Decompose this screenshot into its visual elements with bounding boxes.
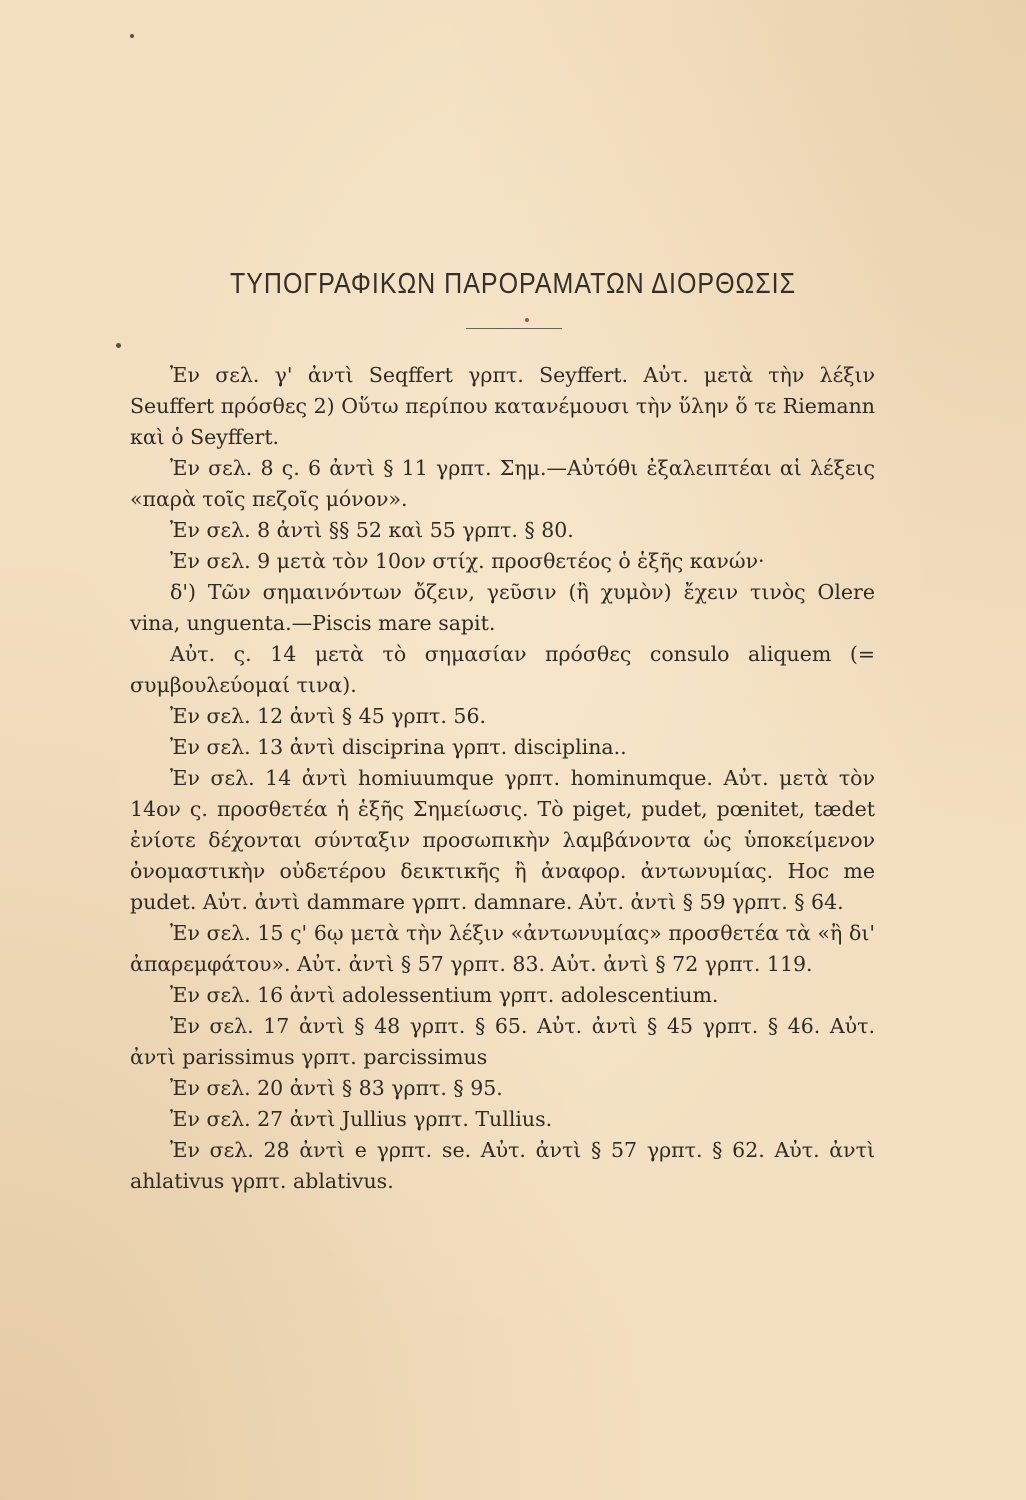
errata-entry: δ') Τῶν σημαινόντων ὄζειν, γεῦσιν (ἢ χυμὸν) ἔχειν τινὸς Olere vina, unguenta.—Piscis mare sapit. [130,580,875,635]
errata-entry: Ἐν σελ. 8 ς. 6 ἀντὶ § 11 γρπτ. Σημ.—Αὐτόθι ἐξαλειπτέαι αἱ λέξεις «παρὰ τοῖς πεζοῖς μόνον». [130,456,875,511]
heading-rule [466,328,562,329]
errata-entry: Ἐν σελ. 16 ἀντὶ adolessentium γρπτ. adolescentium. [170,983,719,1007]
page-heading: ΤΥΠΟΓΡΑΦΙΚΩΝ ΠΑΡΟΡΑΜΑΤΩΝ ΔΙΟΡΘΩΣΙΣ [229,267,797,301]
errata-entry: Ἐν σελ. 17 ἀντὶ § 48 γρπτ. § 65. Αὐτ. ἀντὶ § 45 γρπτ. § 46. Αὐτ. ἀντὶ parissimus γρπτ. parcissimus [130,1014,875,1069]
errata-entry: Αὐτ. ς. 14 μετὰ τὸ σημασίαν πρόσθες consulo aliquem (= συμβουλεύομαί τινα). [130,642,875,697]
errata-entry: Ἐν σελ. γ' ἀντὶ Seqffert γρπτ. Seyffert. Αὐτ. μετὰ τὴν λέξιν Seuffert πρόσθες 2) Οὕτω περίπου κατανέμουσι τὴν ὕλην ὅ τε Riemann καὶ ὁ Seyffert. [130,363,875,449]
errata-entry: Ἐν σελ. 13 ἀντὶ disciprina γρπτ. disciplina.. [170,735,627,759]
errata-entry: Ἐν σελ. 28 ἀντὶ e γρπτ. se. Αὐτ. ἀντὶ § 57 γρπτ. § 62. Αὐτ. ἀντὶ ahlativus γρπτ. ablativus. [130,1138,875,1193]
errata-list [130,360,875,1197]
errata-entry: Ἐν σελ. 9 μετὰ τὸν 10ον στίχ. προσθετέος ὁ ἑξῆς κανών· [170,549,765,573]
errata-entry: Ἐν σελ. 15 ς' 6ῳ μετὰ τὴν λέξιν «ἀντωνυμίας» προσθετέα τὰ «ἢ δι' ἀπαρεμφάτου». Αὐτ. ἀντὶ § 57 γρπτ. 83. Αὐτ. ἀντὶ § 72 γρπτ. 119. [130,921,875,976]
ink-speck [525,318,529,322]
ink-speck [130,34,134,38]
ink-speck [116,343,121,348]
errata-entry: Ἐν σελ. 27 ἀντὶ Jullius γρπτ. Tullius. [170,1107,553,1131]
errata-entry: Ἐν σελ. 12 ἀντὶ § 45 γρπτ. 56. [170,704,487,728]
errata-entry: Ἐν σελ. 8 ἀντὶ §§ 52 καὶ 55 γρπτ. § 80. [170,518,574,542]
errata-entry: Ἐν σελ. 14 ἀντὶ homiuumque γρπτ. hominumque. Αὐτ. μετὰ τὸν 14ον ς. προσθετέα ἡ ἑξῆς Σημείωσις. Τὸ piget, pudet, pœnitet, tædet ἐνίοτε δέχονται σύνταξιν προσωπικὴν λαμβάνοντα ὡς ὑποκείμενον ὀνομαστικὴν οὐδετέρου δεικτικῆς ἢ ἀναφορ. ἀντωνυμίας. Hoc me pudet. Αὐτ. ἀντὶ dammare γρπτ. damnare. Αὐτ. ἀντὶ § 59 γρπτ. § 64. [130,766,875,914]
errata-entry: Ἐν σελ. 20 ἀντὶ § 83 γρπτ. § 95. [170,1076,503,1100]
